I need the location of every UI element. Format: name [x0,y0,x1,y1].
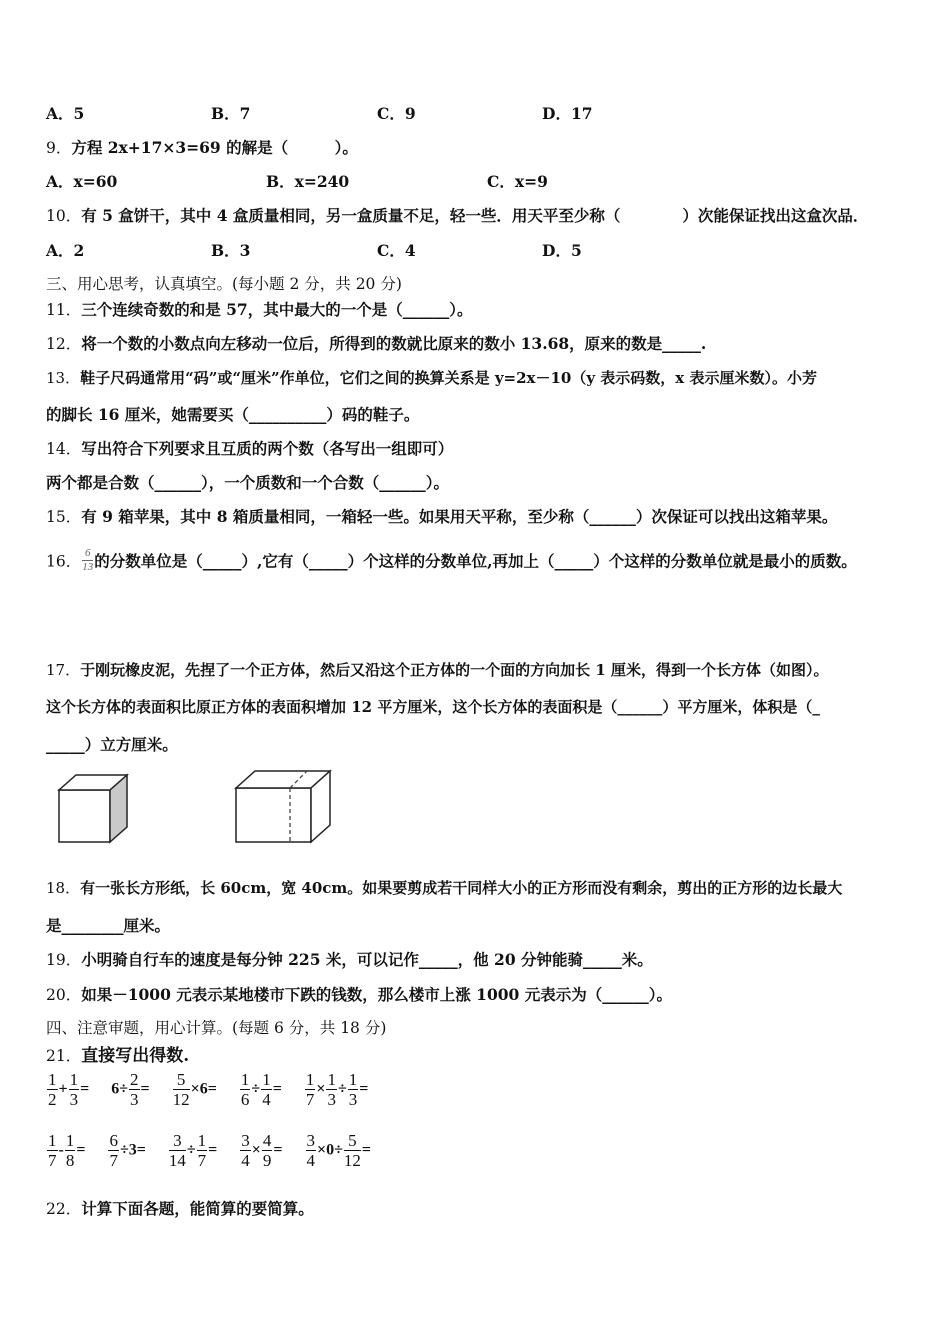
calc-1-5 [304,1071,369,1108]
operator: ÷3 [119,1141,137,1159]
q9-line [46,136,358,158]
q22-number: 22． [46,1200,82,1218]
q9-number: 9． [46,139,72,157]
calc-1-3 [172,1071,217,1108]
q17-line-2: 这个长方体的表面积比原正方体的表面积增加 12 平方厘米，这个长方体的表面积是（______）平方厘米，体积是（_ [46,698,820,716]
numerator: 3 [169,1132,186,1151]
q18-number: 18． [46,879,81,897]
calc-2-5 [305,1132,372,1169]
q8-option-d: D．17 [542,104,593,123]
calc-2-2 [107,1132,145,1169]
fraction [326,1071,337,1108]
fraction [197,1132,208,1169]
q17-line-1 [46,659,828,680]
calc-row-1 [46,1071,386,1108]
q19-text: 小明骑自行车的速度是每分钟 225 米，可以记作_____，他 20 分钟能骑_____米。 [81,950,653,969]
denominator: 14 [168,1151,186,1170]
q10-option-a: A．2 [46,241,85,260]
operator: ÷ [251,1080,261,1098]
denominator: 4 [306,1151,316,1170]
fraction [47,1132,58,1169]
denominator: 4 [241,1151,250,1170]
q8-option-c: C．9 [377,104,416,123]
equals: = [272,1080,282,1098]
q21-number: 21． [46,1047,82,1065]
operator: × [316,1080,326,1098]
q9-option-c: C．x=9 [487,172,548,191]
q14-line-1 [46,437,453,459]
denominator: 3 [69,1090,79,1109]
numerator: 2 [130,1070,139,1089]
numerator: 5 [173,1071,190,1090]
q13-text-1: 鞋子尺码通常用“码”或“厘米”作单位，它们之间的换算关系是 y=2x－10（y 表示码数，x 表示厘米数）。小芳 [80,369,817,387]
q9-option-b: B．x=240 [266,172,350,191]
denominator: 2 [48,1090,57,1109]
q21-line [46,1041,189,1066]
equals: = [273,1141,283,1159]
q11-number: 11． [46,301,82,319]
denominator: 9 [262,1151,272,1170]
operator: + [58,1080,68,1098]
equals: = [76,1141,86,1159]
section-4-heading: 四、注意审题，用心计算。(每题 6 分，共 18 分) [46,1019,387,1037]
q20-text: 如果－1000 元表示某地楼市下跌的钱数，那么楼市上涨 1000 元表示为（______）。 [81,985,672,1004]
calc-2-3 [168,1132,217,1169]
section-3-heading: 三、用心思考，认真填空。(每小题 2 分，共 20 分) [46,275,402,293]
q8-option-b: B．7 [211,104,251,123]
q22-text: 计算下面各题，能简算的要简算。 [81,1199,314,1218]
q18-text-1: 有一张长方形纸，长 60cm，宽 40cm。如果要剪成若干同样大小的正方形而没有剩余，剪出的正方形的边长最大 [80,879,843,897]
numerator: 1 [65,1131,75,1150]
q10-option-b: B．3 [211,241,251,260]
denominator: 7 [197,1151,207,1170]
q19-line [46,948,653,970]
q10-line [46,204,868,226]
calc-row-2 [46,1132,389,1169]
fraction [240,1132,251,1169]
q17-number: 17． [46,661,81,679]
q17-line-3: _____）立方厘米。 [46,735,178,754]
q21-text: 直接写出得数. [81,1046,190,1066]
q14-line-2: 两个都是合数（______），一个质数和一个合数（______）。 [46,473,450,492]
q18-line-1 [46,877,842,898]
numerator: 3 [306,1131,316,1150]
denominator: 6 [240,1090,250,1109]
operator: ÷ [186,1141,196,1159]
calc-1-1 [46,1071,89,1108]
q14-text-1: 写出符合下列要求且互质的两个数（各写出一组即可） [81,439,454,458]
cube-figure [56,772,130,846]
denominator: 12 [343,1151,361,1170]
numerator: 6 [109,1131,118,1150]
q20-line [46,983,672,1005]
calc-1-4 [239,1071,282,1108]
numerator: 1 [197,1131,207,1150]
numerator: 5 [344,1132,361,1151]
q22-line [46,1197,314,1219]
fraction [65,1132,76,1169]
q16-fraction-numerator: 6 [82,548,93,561]
q11-text: 三个连续奇数的和是 57，其中最大的一个是（______）。 [81,300,473,319]
denominator: 3 [327,1090,336,1109]
calc-2-1 [46,1132,85,1169]
q16-number: 16． [46,552,82,571]
equals: = [207,1080,217,1098]
q10-option-c: C．4 [377,241,416,260]
fraction [173,1071,190,1108]
equals: = [361,1141,372,1159]
fraction [306,1132,317,1169]
denominator: 7 [48,1151,57,1170]
operator: 6÷ [111,1080,129,1098]
operator: × [251,1141,261,1159]
denominator: 4 [262,1090,271,1109]
q8-option-a: A．5 [46,104,85,123]
q12-text: 将一个数的小数点向左移动一位后，所得到的数就比原来的数小 13.68，原来的数是_____. [81,334,707,353]
fraction [261,1071,272,1108]
q10-text: 有 5 盒饼干，其中 4 盒质量相同，另一盒质量不足，轻一些．用天平至少称（ ）次能保证找出这盒次品． [81,206,869,225]
numerator: 4 [262,1131,272,1150]
denominator: 7 [109,1151,118,1170]
fraction [169,1132,186,1169]
fraction [129,1071,140,1108]
q16-line [46,548,857,573]
fraction [47,1071,58,1108]
numerator: 1 [48,1070,57,1089]
fraction [344,1132,361,1169]
q12-line [46,332,706,354]
numerator: 3 [241,1131,250,1150]
operator: ×0÷ [317,1141,343,1159]
operator: ×6 [190,1080,208,1098]
denominator: 3 [130,1090,139,1109]
numerator: 1 [305,1070,315,1089]
q13-line-1 [46,367,817,388]
calc-2-4 [239,1132,282,1169]
q19-number: 19． [46,951,82,969]
denominator: 12 [172,1090,190,1109]
numerator: 1 [48,1131,57,1150]
equals: = [80,1080,90,1098]
numerator: 1 [262,1070,271,1089]
q11-line [46,298,472,320]
equals: = [140,1080,150,1098]
q15-line [46,505,837,527]
numerator: 1 [327,1070,336,1089]
denominator: 8 [65,1151,75,1170]
fraction [305,1071,316,1108]
q17-text-1: 于刚玩橡皮泥，先捏了一个正方体，然后又沿这个正方体的一个面的方向加长 1 厘米，得到一个长方体（如图）。 [80,661,829,679]
operator: - [58,1141,64,1159]
q14-number: 14． [46,440,82,458]
fraction [240,1071,251,1108]
denominator: 7 [305,1090,315,1109]
numerator: 1 [240,1070,250,1089]
q15-text: 有 9 箱苹果，其中 8 箱质量相同，一箱轻一些。如果用天平称，至少称（______）次保证可以找出这箱苹果。 [81,507,838,526]
q10-number: 10． [46,207,82,225]
operator: ÷ [337,1080,347,1098]
numerator: 1 [69,1070,79,1089]
q15-number: 15． [46,508,82,526]
q18-line-2: 是________厘米。 [46,916,171,935]
q9-text: 方程 2x+17×3=69 的解是（ ）。 [71,138,358,157]
fraction [262,1132,273,1169]
q16-fraction [82,548,93,573]
cuboid-figure [233,766,333,846]
fraction [108,1132,119,1169]
q13-number: 13． [46,369,81,387]
numerator: 1 [348,1070,358,1089]
q12-number: 12． [46,335,82,353]
equals: = [136,1141,146,1159]
denominator: 3 [348,1090,358,1109]
equals: = [208,1141,218,1159]
q10-option-d: D．5 [542,241,582,260]
fraction [69,1071,80,1108]
q13-line-2: 的脚长 16 厘米，她需要买（__________）码的鞋子。 [46,405,420,424]
q16-fraction-denominator: 13 [82,561,94,573]
fraction [348,1071,359,1108]
q16-text: 的分数单位是（_____）,它有（_____）个这样的分数单位,再加上（_____）个这样的分数单位就是最小的质数。 [94,551,857,571]
calc-1-2 [111,1071,149,1108]
equals: = [359,1080,369,1098]
q20-number: 20． [46,986,82,1004]
q9-option-a: A．x=60 [46,172,118,191]
